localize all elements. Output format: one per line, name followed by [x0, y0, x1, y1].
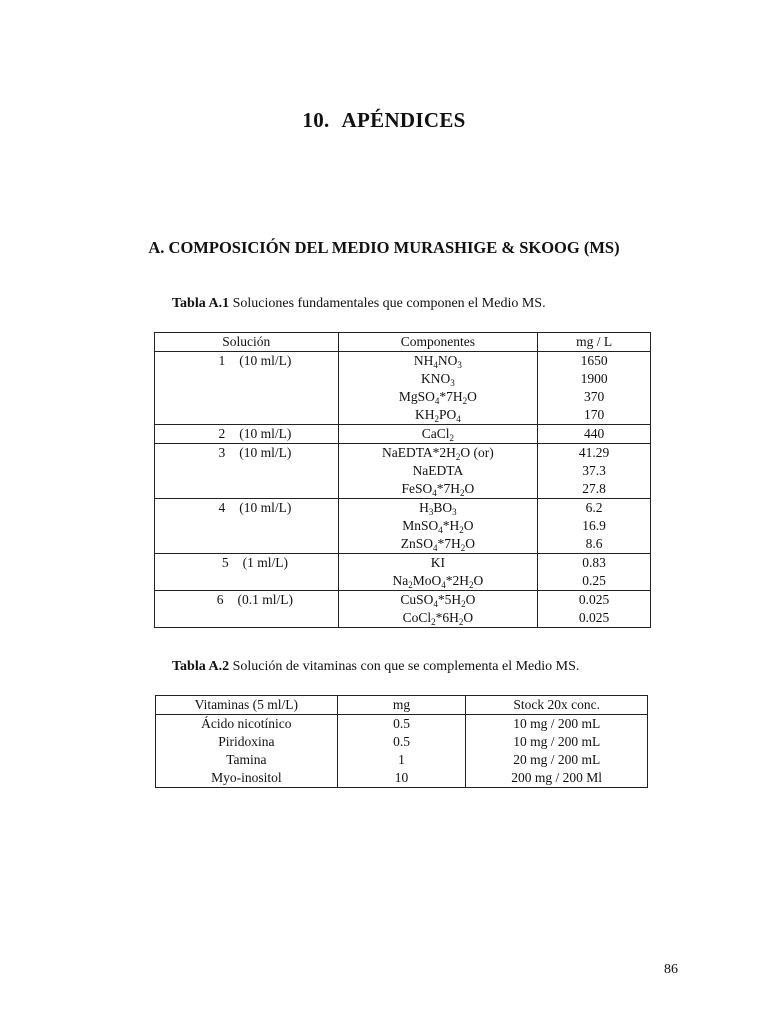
- values-cell: [538, 425, 651, 444]
- component-formula: $H_3BO_3$: [419, 500, 457, 517]
- table2-row: [156, 769, 648, 788]
- vitamin-stock: 10 mg / 200 mL: [466, 715, 648, 734]
- component-mgl-value: 1650: [580, 353, 608, 368]
- table1-header-mgl: mg / L: [538, 333, 651, 352]
- solution-cell: [155, 591, 339, 628]
- table1-row-solution-3: [155, 444, 651, 499]
- vitamin-mg: 0.5: [337, 733, 466, 751]
- vitamin-mg: 1: [337, 751, 466, 769]
- table2-header-row: [156, 696, 648, 715]
- table2-header-mg: mg: [337, 696, 466, 715]
- table2-caption-label: Tabla A.2: [172, 659, 230, 674]
- table1-caption: [172, 296, 546, 312]
- component-mgl-value: 370: [583, 389, 605, 404]
- solution-volume: (10 ml/L): [239, 445, 292, 460]
- components-cell: [338, 352, 538, 425]
- solution-cell: [155, 444, 339, 499]
- component-mgl-value: 8.6: [585, 536, 603, 551]
- vitamin-name: Piridoxina: [156, 733, 338, 751]
- table2-header-vitamins: Vitaminas (5 ml/L): [156, 696, 338, 715]
- component-formula: $FeSO_4*7H_2O$: [401, 481, 475, 498]
- solution-cell: [155, 554, 339, 591]
- solution-number: 3: [218, 445, 226, 460]
- vitamin-mg: 0.5: [337, 715, 466, 734]
- table1-row-solution-2: [155, 425, 651, 444]
- solution-number: 2: [218, 426, 226, 441]
- values-cell: [538, 499, 651, 554]
- components-cell: [338, 591, 538, 628]
- component-formula: NaEDTA: [412, 463, 464, 478]
- values-cell: [538, 554, 651, 591]
- table1-row-solution-6: [155, 591, 651, 628]
- table2-caption: [172, 659, 579, 675]
- table1-body: [155, 352, 651, 628]
- component-mgl-value: 0.025: [578, 610, 610, 625]
- vitamin-name: Tamina: [156, 751, 338, 769]
- section-heading: A. COMPOSICIÓN DEL MEDIO MURASHIGE & SKOOG (MS): [148, 238, 620, 257]
- component-formula: $NH_4NO_3$: [413, 353, 462, 370]
- page-number: 86: [664, 962, 678, 977]
- component-formula: $CuSO_4*5H_2O$: [400, 592, 476, 609]
- table2-caption-text: Solución de vitaminas con que se complementa el Medio MS.: [229, 659, 580, 674]
- component-mgl-value: 41.29: [578, 445, 610, 460]
- solution-volume: (10 ml/L): [239, 500, 292, 515]
- component-mgl-value: 170: [583, 407, 605, 422]
- components-cell: [338, 499, 538, 554]
- component-mgl-value: 27.8: [582, 481, 606, 496]
- table2-header-stock: Stock 20x conc.: [466, 696, 648, 715]
- component-mgl-value: 16.9: [582, 518, 606, 533]
- table1-caption-label: Tabla A.1: [172, 296, 230, 311]
- solution-number: 6: [216, 592, 224, 607]
- table2-row: [156, 715, 648, 734]
- table1-row-solution-5: [155, 554, 651, 591]
- solution-number: 1: [218, 353, 226, 368]
- solution-cell: [155, 352, 339, 425]
- solution-volume: (10 ml/L): [239, 426, 292, 441]
- vitamin-mg: 10: [337, 769, 466, 788]
- component-mgl-value: 0.025: [578, 592, 610, 607]
- component-formula: CaCl$_2$: [421, 426, 455, 443]
- table2-row: [156, 751, 648, 769]
- component-mgl-value: 6.2: [585, 500, 603, 515]
- component-formula: $CoCl_2*6H_2O$: [402, 610, 474, 627]
- table1-row-solution-1: [155, 352, 651, 425]
- table2-row: [156, 733, 648, 751]
- component-formula: $NaEDTA*2H_2O$ (or): [382, 445, 494, 462]
- solution-volume: (10 ml/L): [239, 353, 292, 368]
- component-mgl-value: 0.25: [582, 573, 606, 588]
- solution-volume: (0.1 ml/L): [237, 592, 294, 607]
- components-cell: [338, 444, 538, 499]
- table2-body: [156, 715, 648, 788]
- table1-header-row: [155, 333, 651, 352]
- component-formula: $MgSO_4*7H_2O$: [398, 389, 477, 406]
- vitamin-name: Myo-inositol: [156, 769, 338, 788]
- component-formula: $Na_2MoO_4*2H_2O$: [392, 573, 484, 590]
- component-mgl-value: 440: [583, 426, 605, 441]
- vitamin-name: Ácido nicotínico: [156, 715, 338, 734]
- table1-row-solution-4: [155, 499, 651, 554]
- chapter-number: 10.: [302, 108, 330, 132]
- solution-number: 5: [221, 555, 229, 570]
- component-formula: $MnSO_4*H_2O$: [402, 518, 474, 535]
- component-mgl-value: 0.83: [582, 555, 606, 570]
- components-cell: [338, 554, 538, 591]
- vitamin-stock: 10 mg / 200 mL: [466, 733, 648, 751]
- table1-header-components: Componentes: [338, 333, 538, 352]
- solution-volume: (1 ml/L): [242, 555, 288, 570]
- component-formula: $KH_2PO_4$: [415, 407, 461, 424]
- solution-cell: [155, 425, 339, 444]
- component-mgl-value: 37.3: [582, 463, 606, 478]
- solution-number: 4: [218, 500, 226, 515]
- solution-cell: [155, 499, 339, 554]
- vitamins-table: [155, 695, 648, 788]
- ms-solutions-table: [154, 332, 651, 628]
- values-cell: [538, 444, 651, 499]
- component-formula: $KNO_3$: [421, 371, 455, 388]
- component-mgl-value: 1900: [580, 371, 608, 386]
- vitamin-stock: 200 mg / 200 Ml: [466, 769, 648, 788]
- values-cell: [538, 352, 651, 425]
- page-title: [0, 108, 768, 133]
- table1-caption-text: Soluciones fundamentales que componen el Medio MS.: [229, 296, 546, 311]
- components-cell: [338, 425, 538, 444]
- vitamin-stock: 20 mg / 200 mL: [466, 751, 648, 769]
- component-formula: KI: [430, 555, 446, 570]
- component-formula: $ZnSO_4*7H_2O$: [400, 536, 476, 553]
- table1-header-solution: Solución: [155, 333, 339, 352]
- chapter-title: APÉNDICES: [341, 108, 466, 132]
- values-cell: [538, 591, 651, 628]
